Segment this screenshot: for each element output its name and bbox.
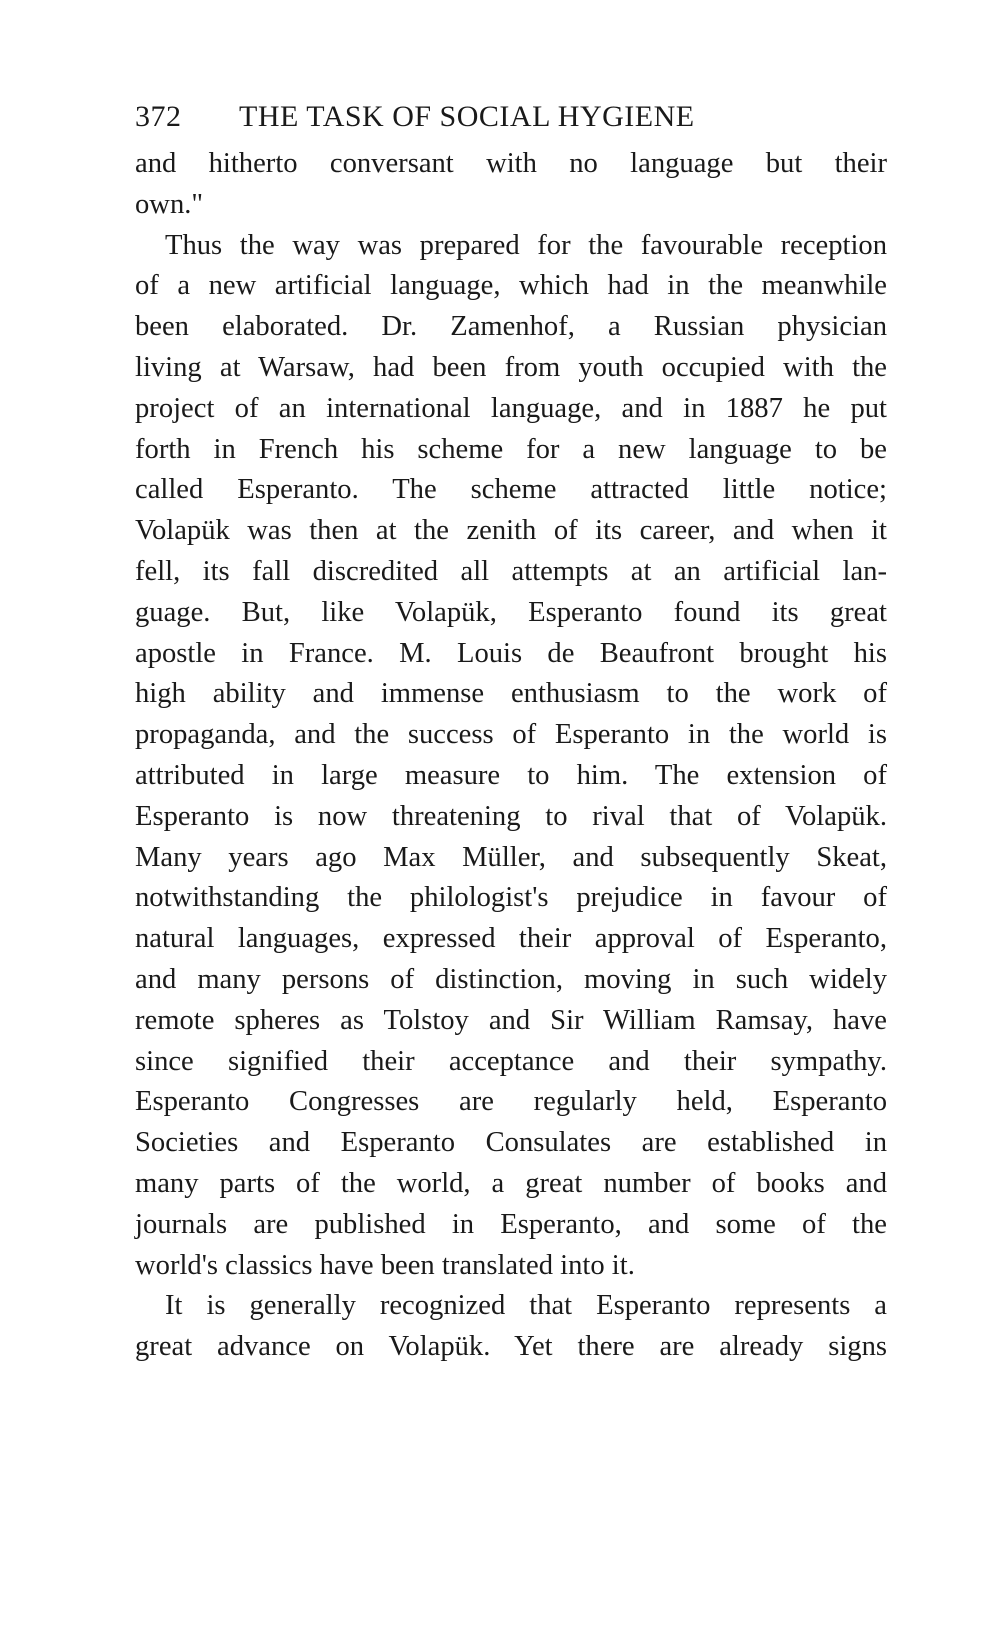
text-line: It is generally recognized that Esperanto represents a [165, 1290, 887, 1322]
text-line: project of an international language, and in 1887 he put [135, 392, 887, 424]
text-line: guage. But, like Volapük, Esperanto found its great [135, 596, 887, 628]
text-line: own." [135, 188, 204, 220]
text-line: fell, its fall discredited all attempts at an artificial lan- [135, 555, 887, 587]
text-line: great advance on Volapük. Yet there are already signs [135, 1331, 887, 1363]
paragraph-1 [135, 144, 887, 226]
text-line: Esperanto Congresses are regularly held, Esperanto [135, 1086, 887, 1118]
text-line: notwithstanding the philologist's prejudice in favour of [135, 882, 887, 914]
text-line: high ability and immense enthusiasm to the work of [135, 678, 887, 710]
text-line: and hitherto conversant with no language but their [135, 148, 887, 179]
text-line: Societies and Esperanto Consulates are established in [135, 1127, 887, 1159]
text-line: Thus the way was prepared for the favourable reception [165, 229, 887, 261]
text-line: forth in French his scheme for a new language to be [135, 433, 887, 465]
paragraph-3 [135, 1286, 887, 1368]
text-line: called Esperanto. The scheme attracted little notice; [135, 474, 887, 506]
text-line: apostle in France. M. Louis de Beaufront brought his [135, 637, 887, 669]
text-line: living at Warsaw, had been from youth occupied with the [135, 351, 887, 383]
text-line: world's classics have been translated into it. [135, 1249, 635, 1281]
text-line: remote spheres as Tolstoy and Sir William Ramsay, have [135, 1004, 887, 1036]
running-head [135, 100, 887, 144]
text-line: been elaborated. Dr. Zamenhof, a Russian physician [135, 311, 887, 343]
body-text [135, 144, 887, 1368]
text-line: propaganda, and the success of Esperanto in the world is [135, 719, 887, 751]
text-line: Many years ago Max Müller, and subsequently Skeat, [135, 841, 887, 873]
text-line: natural languages, expressed their approval of Esperanto, [135, 923, 887, 955]
text-line: Volapük was then at the zenith of its career, and when it [135, 515, 887, 547]
text-line: journals are published in Esperanto, and some of the [135, 1208, 887, 1240]
book-page [135, 100, 887, 1368]
text-line: attributed in large measure to him. The extension of [135, 759, 887, 791]
text-line: and many persons of distinction, moving in such widely [135, 963, 887, 995]
paragraph-2 [135, 226, 887, 1287]
running-title: THE TASK OF SOCIAL HYGIENE [239, 100, 695, 133]
text-line: since signified their acceptance and their sympathy. [135, 1045, 887, 1077]
text-line: Esperanto is now threatening to rival that of Volapük. [135, 800, 887, 832]
page-number: 372 [135, 100, 182, 133]
text-line: many parts of the world, a great number of books and [135, 1167, 887, 1199]
text-line: of a new artificial language, which had in the meanwhile [135, 270, 887, 302]
